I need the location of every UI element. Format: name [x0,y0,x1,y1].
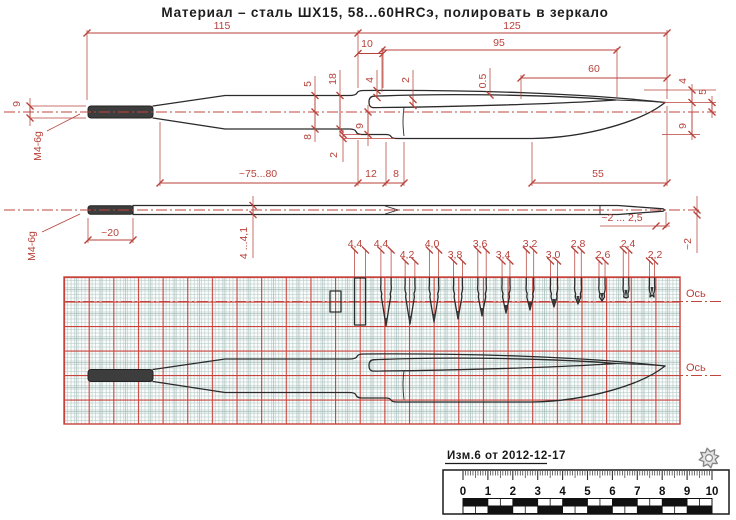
dim-9-ricasso: 9 [354,123,366,129]
ruler-number: 0 [459,486,467,498]
axis-label-top: Ось [686,288,706,300]
dim-9-thread: 9 [11,101,23,107]
scale-block-black [538,506,563,514]
dim-2-tip: ~2 [682,238,694,250]
dim-5-tip: 5 [697,89,709,95]
section-thickness-label: 3,6 [472,238,488,250]
ruler-number: 2 [509,486,517,498]
thickness-labels [348,238,663,277]
scale-block-black [687,506,712,514]
dim-10: 10 [361,38,373,50]
dim-0-5: 0.5 [477,73,489,89]
scale-ruler [443,470,729,514]
section-thickness-label: 4,0 [424,238,440,250]
ruler-number: 5 [584,486,591,498]
section-thickness-label: 4,4 [373,238,389,250]
dim-18: 18 [327,73,339,85]
ruler-number: 4 [559,486,566,498]
ruler-number: 6 [609,486,616,498]
dim-20: ~20 [101,227,119,239]
dim-55: 55 [592,168,604,180]
scale-block-black [463,499,488,507]
section-thickness-label: 4,2 [399,249,415,261]
ruler-number: 8 [658,486,666,498]
dim-4-41: 4 ...4,1 [238,226,250,260]
edge-outline [153,103,665,139]
scale-block-black [637,506,662,514]
side-view-dimensions [4,20,716,186]
section-thickness-label: 2,4 [620,238,636,250]
footer [443,448,729,514]
knife-side-profile [88,90,665,138]
revision-note: Изм.6 от 2012-12-17 [447,450,566,462]
scale-block-black [588,506,613,514]
scale-block-black [563,499,588,507]
dim-2-spine: 2 [400,77,412,83]
dim-5-tang: 5 [302,81,314,87]
scale-block-black [612,499,637,507]
ruler-number: 3 [534,486,541,498]
dim-75-80: ~75...80 [238,168,278,180]
dim-9-tip: 9 [677,123,689,129]
scale-block-black [662,499,687,507]
ruler-number: 1 [484,486,492,498]
section-thickness-label: 3,4 [495,249,511,261]
section-thickness-label: 3,0 [545,249,561,261]
dim-60: 60 [588,63,600,75]
ruler-number: 10 [705,486,719,498]
dim-4-tip: 4 [677,78,689,84]
scale-block-black [513,499,538,507]
spine-flat-band [369,95,616,108]
dim-4-spine: 4 [364,77,376,83]
ruler-number: 7 [634,486,641,498]
dim-12: 12 [365,168,377,180]
dim-2-25: ~2 ... 2,5 [601,212,643,224]
section-thickness-label: 2,2 [647,249,663,261]
section-thickness-label: 2,8 [570,238,586,250]
thread-spec-label-2: M4-6g [26,231,38,261]
drawing-title: Материал – сталь ШХ15, 58...60HRCэ, полировать в зеркало [161,5,609,20]
ruler-number: 9 [683,486,691,498]
gear-icon [699,448,719,468]
dim-2-step: 2 [328,152,340,158]
section-thickness-label: 4,4 [347,238,363,250]
dim-115: 115 [213,20,231,32]
thread-spec-label: M4-6g [32,131,44,161]
section-thickness-label: 3,8 [447,249,463,261]
scale-block-black [488,506,513,514]
section-thickness-label: 2,6 [595,249,611,261]
section-thickness-label: 3,2 [522,238,538,250]
dim-95: 95 [493,37,505,49]
dim-8-ricasso: 8 [393,168,399,180]
axis-label-bottom: Ось [686,362,706,374]
dim-8-tang: 8 [302,134,314,140]
dim-125: 125 [503,20,521,32]
